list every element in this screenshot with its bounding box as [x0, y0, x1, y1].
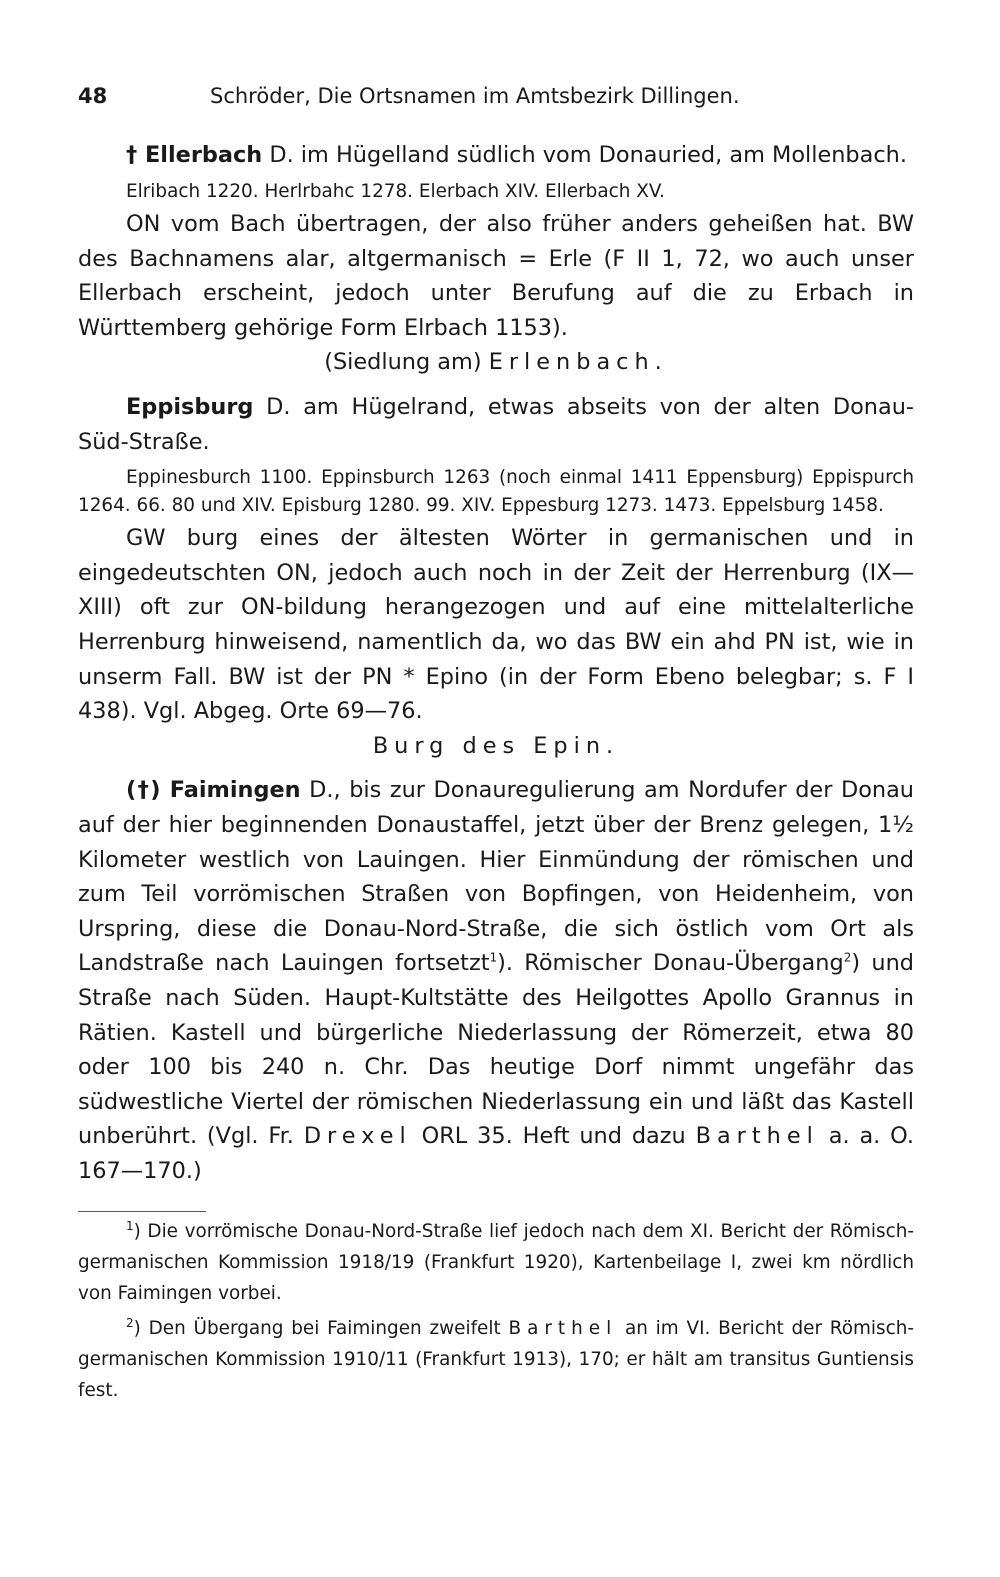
footnote-1-mark: 1	[126, 1218, 134, 1233]
faimingen-text-b: . Römischer Donau-Übergang	[505, 950, 844, 977]
ellerbach-meaning-prefix: (Siedlung am)	[324, 349, 489, 376]
footnote-ref-1[interactable]: 1	[489, 950, 498, 965]
faimingen-text-a: D., bis zur Donauregulierung am Nordufer der Donau auf der hier beginnenden Donaustaffel, jetzt über der Brenz gelegen, 1½ Kilometer westlich von Lauingen. Hier Einmündung der römischen und zum Teil vorrömischen Straßen von Bopfingen, von Heidenheim, von Urspring, diese die Donau-Nord-Straße, die sich östlich vom Ort als Landstraße nach Lauingen fortsetzt	[78, 777, 914, 977]
ellerbach-meaning	[78, 345, 914, 380]
footnote-ref-2[interactable]: 2	[843, 950, 852, 965]
ellerbach-forms: Elribach 1220. Herlrbahc 1278. Elerbach XIV. Ellerbach XV.	[126, 180, 665, 202]
running-title: Schröder, Die Ortsnamen im Amtsbezirk Dillingen.	[210, 84, 740, 108]
headword-faimingen: (†) Faimingen	[126, 777, 301, 804]
faimingen-text-c: und Straße nach Süden. Haupt-Kultstätte des Heilgottes Apollo Grannus in Rätien. Kastell und bürgerliche Niederlassung der Römerzeit, etwa 80 oder 100 bis 240 n. Chr. Das heutige Dorf nimmt ungefähr das südwestliche Viertel der römischen Niederlassung ein und läßt das Kastell unberührt. (Vgl. Fr.	[78, 950, 914, 1150]
faimingen-text-e: a. a. O. 167—170.)	[78, 1123, 914, 1184]
footnote-divider	[78, 1211, 206, 1212]
faimingen-text-d: ORL 35. Heft und dazu	[411, 1123, 696, 1150]
footnote-1-text: Die vorrömische Donau-Nord-Straße lief jedoch nach dem XI. Bericht der Römisch-germanischen Kommission 1918/19 (Frankfurt 1920), Kartenbeilage I, zwei km nördlich von Faimingen vorbei.	[78, 1220, 914, 1304]
eppisburg-forms: Eppinesburch 1100. Eppinsburch 1263 (noch einmal 1411 Eppensburg) Eppispurch 1264. 66. 80 und XIV. Episburg 1280. 99. XIV. Eppesburg 1273. 1473. Eppelsburg 1458.	[78, 467, 914, 516]
footnote-2-text-b: an im VI. Bericht der Römisch-germanischen Kommission 1910/11 (Frankfurt 1913), 170; er hält am transitus Guntiensis fest.	[78, 1317, 914, 1401]
eppisburg-intro-text: D. am Hügelrand, etwas abseits von der alten Donau-Süd-Straße.	[78, 394, 914, 455]
page-header	[78, 84, 914, 118]
ellerbach-meaning-name: Erlenbach.	[488, 349, 668, 376]
headword-eppisburg: Eppisburg	[126, 394, 254, 421]
author-barthel: Barthel	[695, 1123, 819, 1150]
footnote-2: $^2$) Den Übergang bei Faimingen zweifelt Barthel an im VI. Bericht der Römisch-germanischen Kommission 1910/11 (Frankfurt 1913), 170; er hält am transitus Guntiensis fest.	[78, 1315, 914, 1401]
footnote-2-mark: 2	[126, 1315, 134, 1330]
page-body	[78, 138, 914, 1406]
page	[78, 84, 914, 1406]
footnote-2-text-a: Den Übergang bei Faimingen zweifelt	[140, 1317, 509, 1339]
author-drexel: Drexel	[303, 1123, 412, 1150]
eppisburg-meaning	[78, 729, 914, 764]
entry-eppisburg-intro	[78, 390, 914, 459]
headword-ellerbach: † Ellerbach	[126, 142, 263, 168]
footnote-1: $^1$) Die vorrömische Donau-Nord-Straße lief jedoch nach dem XI. Bericht der Römisch-germanischen Kommission 1918/19 (Frankfurt 1920), Kartenbeilage I, zwei km nördlich von Faimingen vorbei.	[78, 1218, 914, 1304]
page-number: 48	[78, 84, 108, 108]
eppisburg-text: GW burg eines der ältesten Wörter in germanischen und in eingedeutschten ON, jedoch auch noch in der Zeit der Herrenburg (IX—XIII) oft zur ON-bildung herangezogen und auf eine mittelalterliche Herrenburg hinweisend, namentlich da, wo das BW ein ahd PN ist, wie in unserm Fall. BW ist der PN * Epino (in der Form Ebeno belegbar; s. F I 438). Vgl. Abgeg. Orte 69—76.	[78, 525, 914, 725]
entry-ellerbach-intro	[78, 138, 914, 173]
ellerbach-text: ON vom Bach übertragen, der also früher anders geheißen hat. BW des Bachnamens alar, altgermanisch = Erle (F II 1, 72, wo auch unser Ellerbach erscheint, jedoch unter Berufung auf die zu Erbach in Württemberg gehörige Form Elrbach 1153).	[78, 211, 914, 341]
footnote-2-author: Barthel	[508, 1317, 618, 1339]
entry-faimingen: (†) Faimingen D., bis zur Donauregulierung am Nordufer der Donau auf der hier beginnenden Donaustaffel, jetzt über der Brenz gelegen, 1½ Kilometer westlich von Lauingen. Hier Einmündung der römischen und zum Teil vorrömischen Straßen von Bopfingen, von Heidenheim, von Urspring, diese die Donau-Nord-Straße, die sich östlich vom Ort als Landstraße nach Lauingen fortsetzt$^1$). Römischer Donau-Übergang$^2$) und Straße nach Süden. Haupt-Kultstätte des Heilgottes Apollo Grannus in Rätien. Kastell und bürgerliche Niederlassung der Römerzeit, etwa 80 oder 100 bis 240 n. Chr. Das heutige Dorf nimmt ungefähr das südwestliche Viertel der römischen Niederlassung ein und läßt das Kastell unberührt. (Vgl. Fr. Drexel ORL 35. Heft und dazu Barthel a. a. O. 167—170.)	[78, 777, 914, 1184]
ellerbach-intro-text: D. im Hügelland südlich vom Donauried, am Mollenbach.	[262, 142, 907, 168]
eppisburg-meaning-name: Burg des Epin.	[372, 732, 620, 759]
